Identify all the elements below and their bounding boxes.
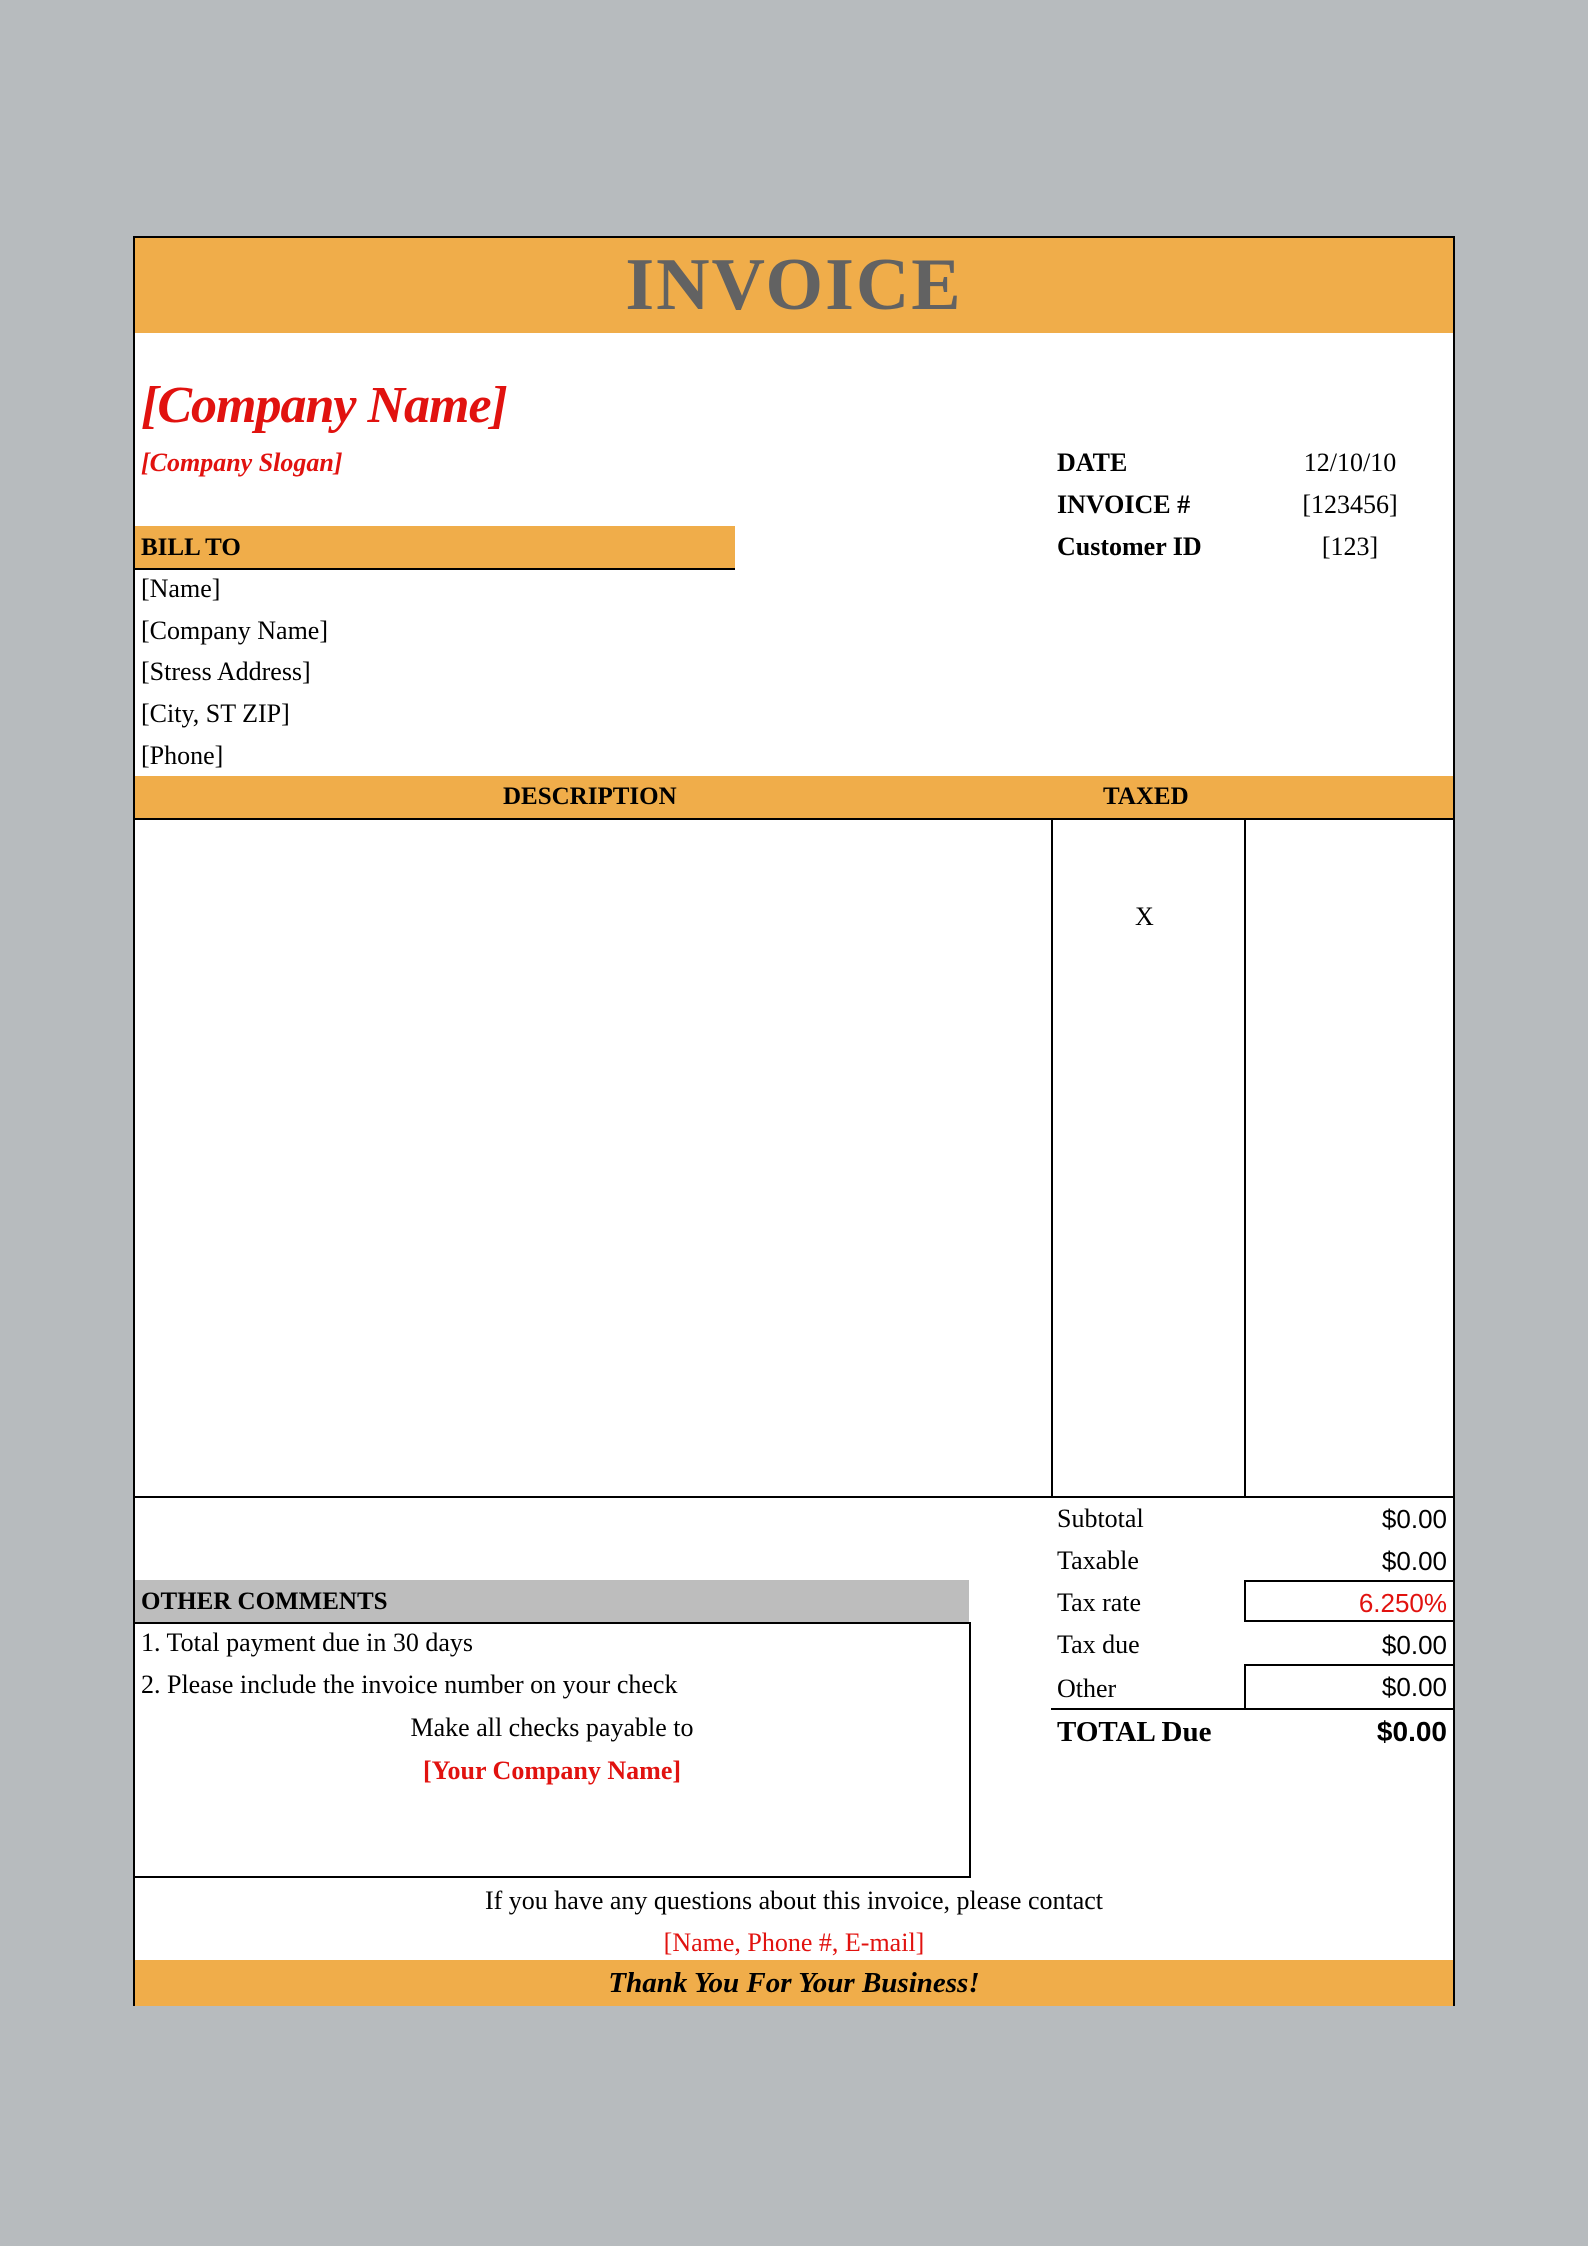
other-comments-header — [135, 1580, 969, 1624]
subtotal-value: $0.00 — [1381, 1504, 1447, 1534]
bill-to-company: [Company Name] — [141, 616, 329, 645]
comment-line-1: 1. Total payment due in 30 days — [141, 1628, 474, 1657]
taxed-mark: X — [1135, 902, 1154, 931]
bill-to-label: BILL TO — [141, 534, 241, 561]
thank-you-text: Thank You For Your Business! — [608, 1966, 980, 1999]
tax-rate-value: 6.250% — [1358, 1588, 1447, 1618]
tax-due-label: Tax due — [1057, 1630, 1140, 1659]
invoice-title: INVOICE — [625, 244, 963, 326]
invoice-number-label: INVOICE # — [1057, 490, 1191, 519]
total-divider — [1051, 1708, 1455, 1710]
items-table-header — [135, 776, 1453, 820]
payable-text: Make all checks payable to — [410, 1713, 694, 1742]
table-bottom-border — [135, 1496, 1453, 1498]
bill-to-phone: [Phone] — [141, 741, 224, 770]
other-value: $0.00 — [1381, 1672, 1447, 1702]
taxed-header: TAXED — [1103, 783, 1189, 810]
date-value: 12/10/10 — [1303, 448, 1397, 477]
taxable-value: $0.00 — [1381, 1546, 1447, 1576]
invoice-sheet — [133, 236, 1455, 2006]
table-divider-amount — [1244, 818, 1246, 1498]
invoice-title-band — [135, 238, 1453, 333]
customer-id-label: Customer ID — [1057, 532, 1202, 561]
bill-to-name: [Name] — [141, 574, 221, 603]
subtotal-label: Subtotal — [1057, 1504, 1144, 1533]
description-header: DESCRIPTION — [503, 783, 677, 810]
footer-band — [135, 1960, 1453, 2006]
company-slogan: [Company Slogan] — [141, 448, 343, 477]
taxable-label: Taxable — [1057, 1546, 1139, 1575]
payable-company-name: [Your Company Name] — [422, 1756, 682, 1785]
other-comments-label: OTHER COMMENTS — [141, 1588, 388, 1615]
contact-text: If you have any questions about this invoice, please contact — [484, 1886, 1104, 1915]
customer-id-value: [123] — [1321, 532, 1379, 561]
bill-to-address: [Stress Address] — [141, 657, 311, 686]
bill-to-header — [135, 526, 735, 570]
comments-box — [135, 1622, 971, 1878]
total-due-value: $0.00 — [1376, 1716, 1447, 1747]
tax-rate-label: Tax rate — [1057, 1588, 1142, 1617]
tax-due-value: $0.00 — [1381, 1630, 1447, 1660]
invoice-number-value: [123456] — [1302, 490, 1398, 519]
comment-line-2: 2. Please include the invoice number on your check — [141, 1670, 678, 1699]
total-due-label: TOTAL Due — [1057, 1716, 1212, 1748]
contact-details: [Name, Phone #, E-mail] — [663, 1928, 925, 1957]
table-divider-taxed — [1051, 818, 1053, 1498]
bill-to-city: [City, ST ZIP] — [141, 699, 290, 728]
other-label: Other — [1057, 1674, 1117, 1703]
date-label: DATE — [1057, 448, 1128, 477]
company-name: [Company Name] — [141, 377, 507, 434]
